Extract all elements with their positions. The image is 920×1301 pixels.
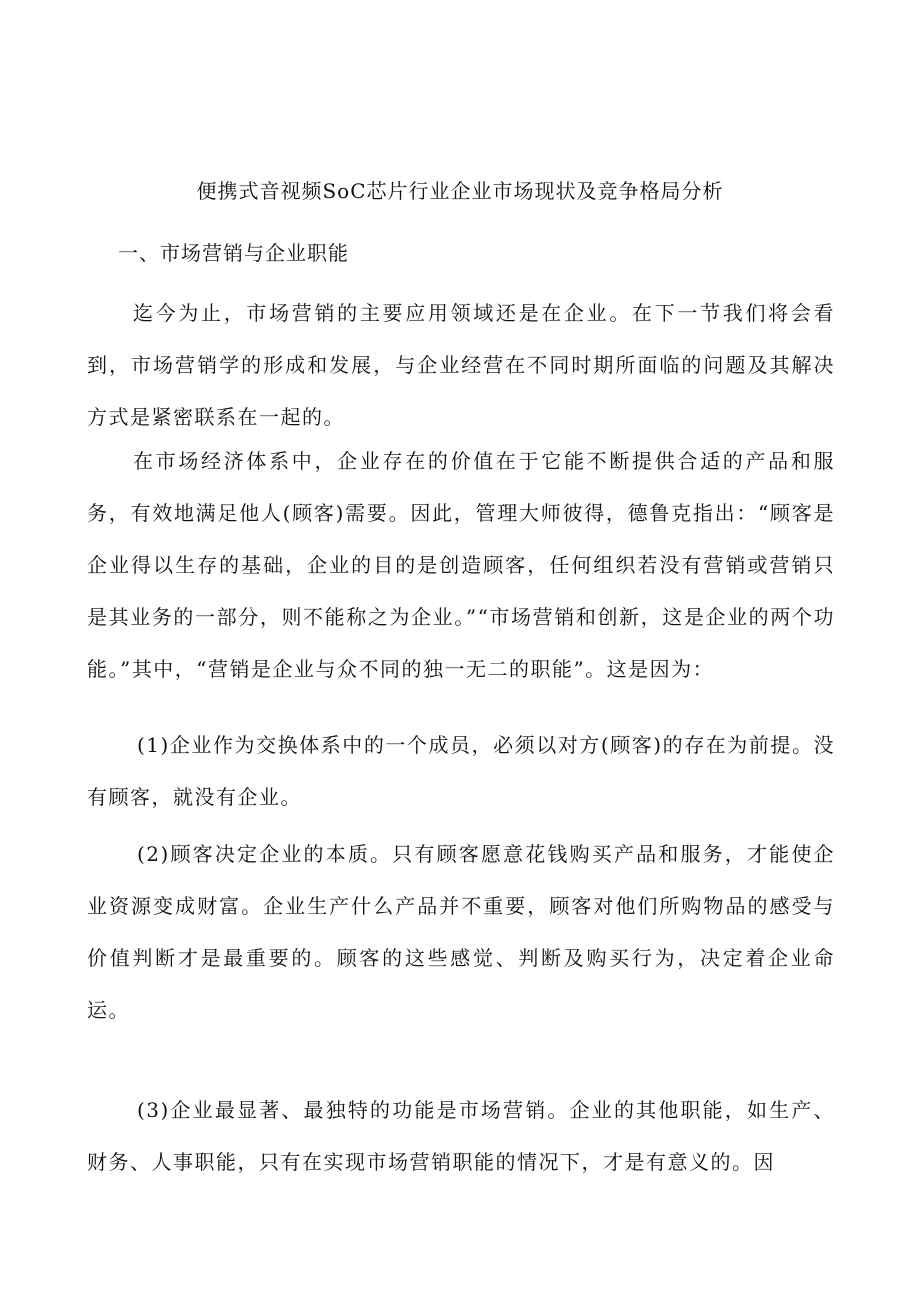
document-title: 便携式音视频SoC芯片行业企业市场现状及竞争格局分析 [196,179,724,203]
paragraph: 迄今为止，市场营销的主要应用领域还是在企业。在下一节我们将会看到，市场营销学的形成和发展，与企业经营在不同时期所面临的问题及其解决方式是紧密联系在一起的。 [87,301,835,429]
list-paragraph: (3)企业最显著、最独特的功能是市场营销。企业的其他职能，如生产、财务、人事职能，只有在实现市场营销职能的情况下，才是有意义的。因 [87,1098,835,1174]
section-heading: 一、市场营销与企业职能 [118,241,349,265]
list-paragraph: (2)顾客决定企业的本质。只有顾客愿意花钱购买产品和服务，才能使企业资源变成财富。企业生产什么产品并不重要，顾客对他们所购物品的感受与价值判断才是最重要的。顾客的这些感觉、判断及购买行为，决定着企业命运。 [87,842,835,1022]
paragraph: 在市场经济体系中，企业存在的价值在于它能不断提供合适的产品和服务，有效地满足他人(顾客)需要。因此，管理大师彼得，德鲁克指出：“顾客是企业得以生存的基础，企业的目的是创造顾客，任何组织若没有营销或营销只是其业务的一部分，则不能称之为企业。”“市场营销和创新，这是企业的两个功能。”其中，“营销是企业与众不同的独一无二的职能”。这是因为： [87,449,835,681]
list-paragraph: (1)企业作为交换体系中的一个成员，必须以对方(顾客)的存在为前提。没有顾客，就没有企业。 [87,733,835,809]
